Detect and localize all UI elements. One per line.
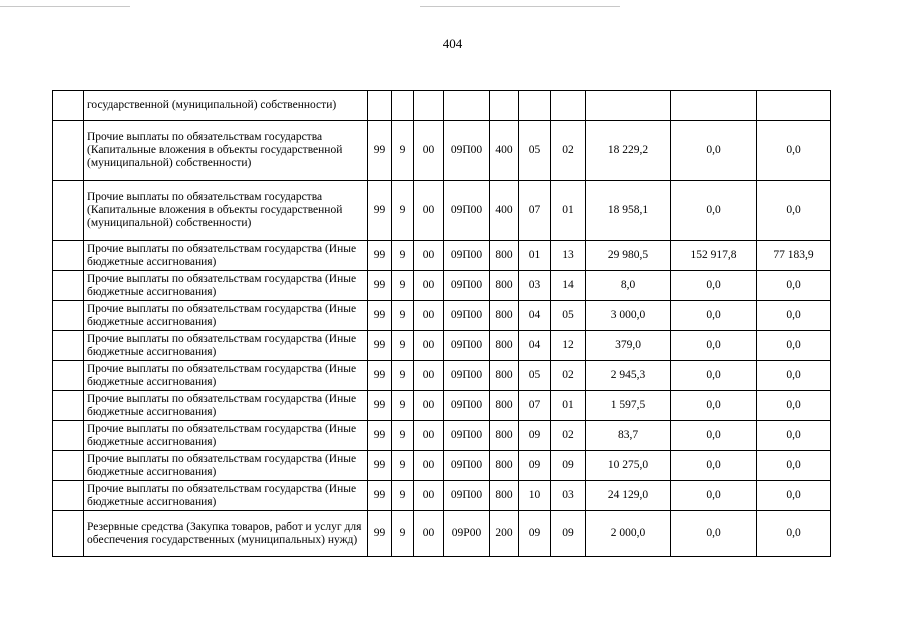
- direction-code-cell: 00: [414, 481, 444, 511]
- expense-name-cell: Прочие выплаты по обязательствам государства (Иные бюджетные ассигнования): [84, 361, 368, 391]
- row-number-cell: [53, 421, 84, 451]
- target-code-cell: 09П00: [444, 421, 490, 451]
- amount-year-3-cell: 0,0: [757, 481, 831, 511]
- expense-type-code-cell: 200: [490, 511, 519, 557]
- subsection-code-cell: 03: [551, 481, 586, 511]
- table-row: [53, 181, 831, 241]
- direction-code-cell: 00: [414, 361, 444, 391]
- subprogram-code-cell: 9: [392, 421, 414, 451]
- expense-type-code-cell: 800: [490, 301, 519, 331]
- program-code-cell: 99: [368, 511, 392, 557]
- target-code-cell: 09П00: [444, 241, 490, 271]
- amount-year-1-cell: 18 958,1: [586, 181, 671, 241]
- expense-name-cell: Прочие выплаты по обязательствам государства (Иные бюджетные ассигнования): [84, 301, 368, 331]
- amount-year-3-cell: 77 183,9: [757, 241, 831, 271]
- amount-year-3-cell: [757, 91, 831, 121]
- subsection-code-cell: 14: [551, 271, 586, 301]
- subsection-code-cell: 01: [551, 181, 586, 241]
- subsection-code-cell: 05: [551, 301, 586, 331]
- subprogram-code-cell: 9: [392, 481, 414, 511]
- row-number-cell: [53, 331, 84, 361]
- row-number-cell: [53, 391, 84, 421]
- row-number-cell: [53, 91, 84, 121]
- expense-name-cell: Прочие выплаты по обязательствам государства (Иные бюджетные ассигнования): [84, 241, 368, 271]
- section-code-cell: 09: [519, 511, 551, 557]
- page-number: 404: [442, 36, 463, 51]
- amount-year-1-cell: [586, 91, 671, 121]
- amount-year-3-cell: 0,0: [757, 181, 831, 241]
- expense-type-code-cell: 800: [490, 421, 519, 451]
- subsection-code-cell: 02: [551, 421, 586, 451]
- subprogram-code-cell: 9: [392, 361, 414, 391]
- expense-name-cell: Прочие выплаты по обязательствам государства (Иные бюджетные ассигнования): [84, 271, 368, 301]
- direction-code-cell: 00: [414, 271, 444, 301]
- section-code-cell: 04: [519, 331, 551, 361]
- program-code-cell: 99: [368, 121, 392, 181]
- subsection-code-cell: [551, 91, 586, 121]
- section-code-cell: 03: [519, 271, 551, 301]
- subprogram-code-cell: 9: [392, 451, 414, 481]
- direction-code-cell: [414, 91, 444, 121]
- row-number-cell: [53, 511, 84, 557]
- amount-year-2-cell: 0,0: [671, 301, 757, 331]
- program-code-cell: 99: [368, 421, 392, 451]
- section-code-cell: 05: [519, 121, 551, 181]
- subsection-code-cell: 02: [551, 121, 586, 181]
- subprogram-code-cell: 9: [392, 121, 414, 181]
- target-code-cell: 09П00: [444, 301, 490, 331]
- amount-year-2-cell: 0,0: [671, 421, 757, 451]
- target-code-cell: [444, 91, 490, 121]
- program-code-cell: 99: [368, 301, 392, 331]
- direction-code-cell: 00: [414, 331, 444, 361]
- expense-type-code-cell: 800: [490, 391, 519, 421]
- direction-code-cell: 00: [414, 181, 444, 241]
- target-code-cell: 09П00: [444, 121, 490, 181]
- amount-year-1-cell: 8,0: [586, 271, 671, 301]
- expense-name-cell: Резервные средства (Закупка товаров, работ и услуг для обеспечения государственных (муниципальных) нужд): [84, 511, 368, 557]
- expense-type-code-cell: [490, 91, 519, 121]
- subsection-code-cell: 02: [551, 361, 586, 391]
- target-code-cell: 09П00: [444, 391, 490, 421]
- row-number-cell: [53, 181, 84, 241]
- subprogram-code-cell: 9: [392, 391, 414, 421]
- amount-year-1-cell: 24 129,0: [586, 481, 671, 511]
- expense-type-code-cell: 800: [490, 241, 519, 271]
- amount-year-1-cell: 29 980,5: [586, 241, 671, 271]
- target-code-cell: 09П00: [444, 271, 490, 301]
- target-code-cell: 09П00: [444, 181, 490, 241]
- table-row: [53, 121, 831, 181]
- amount-year-1-cell: 83,7: [586, 421, 671, 451]
- target-code-cell: 09Р00: [444, 511, 490, 557]
- program-code-cell: 99: [368, 361, 392, 391]
- budget-table: [52, 90, 831, 557]
- program-code-cell: 99: [368, 271, 392, 301]
- amount-year-3-cell: 0,0: [757, 331, 831, 361]
- amount-year-1-cell: 10 275,0: [586, 451, 671, 481]
- program-code-cell: 99: [368, 181, 392, 241]
- program-code-cell: [368, 91, 392, 121]
- direction-code-cell: 00: [414, 241, 444, 271]
- direction-code-cell: 00: [414, 121, 444, 181]
- table-row: [53, 91, 831, 121]
- table-row: [53, 391, 831, 421]
- amount-year-3-cell: 0,0: [757, 301, 831, 331]
- amount-year-1-cell: 3 000,0: [586, 301, 671, 331]
- row-number-cell: [53, 361, 84, 391]
- amount-year-3-cell: 0,0: [757, 271, 831, 301]
- table-row: [53, 331, 831, 361]
- section-code-cell: 04: [519, 301, 551, 331]
- row-number-cell: [53, 481, 84, 511]
- table-row: [53, 301, 831, 331]
- direction-code-cell: 00: [414, 301, 444, 331]
- target-code-cell: 09П00: [444, 451, 490, 481]
- section-code-cell: 09: [519, 421, 551, 451]
- table-row: [53, 421, 831, 451]
- amount-year-1-cell: 2 000,0: [586, 511, 671, 557]
- expense-type-code-cell: 800: [490, 451, 519, 481]
- program-code-cell: 99: [368, 451, 392, 481]
- amount-year-2-cell: 0,0: [671, 481, 757, 511]
- expense-type-code-cell: 800: [490, 361, 519, 391]
- expense-name-cell: государственной (муниципальной) собственности): [84, 91, 368, 121]
- amount-year-1-cell: 379,0: [586, 331, 671, 361]
- amount-year-2-cell: 0,0: [671, 271, 757, 301]
- table-row: [53, 241, 831, 271]
- scan-artifact-line: [420, 6, 620, 7]
- subprogram-code-cell: 9: [392, 511, 414, 557]
- subsection-code-cell: 12: [551, 331, 586, 361]
- amount-year-3-cell: 0,0: [757, 511, 831, 557]
- section-code-cell: 10: [519, 481, 551, 511]
- direction-code-cell: 00: [414, 421, 444, 451]
- section-code-cell: 05: [519, 361, 551, 391]
- subprogram-code-cell: 9: [392, 301, 414, 331]
- expense-name-cell: Прочие выплаты по обязательствам государства (Иные бюджетные ассигнования): [84, 421, 368, 451]
- subsection-code-cell: 09: [551, 511, 586, 557]
- subsection-code-cell: 13: [551, 241, 586, 271]
- amount-year-1-cell: 2 945,3: [586, 361, 671, 391]
- program-code-cell: 99: [368, 391, 392, 421]
- row-number-cell: [53, 241, 84, 271]
- program-code-cell: 99: [368, 331, 392, 361]
- expense-type-code-cell: 800: [490, 481, 519, 511]
- amount-year-2-cell: 152 917,8: [671, 241, 757, 271]
- expense-name-cell: Прочие выплаты по обязательствам государства (Иные бюджетные ассигнования): [84, 451, 368, 481]
- table-body: [53, 91, 831, 557]
- table-row: [53, 451, 831, 481]
- row-number-cell: [53, 301, 84, 331]
- subprogram-code-cell: 9: [392, 181, 414, 241]
- direction-code-cell: 00: [414, 451, 444, 481]
- expense-name-cell: Прочие выплаты по обязательствам государства (Иные бюджетные ассигнования): [84, 391, 368, 421]
- amount-year-2-cell: 0,0: [671, 331, 757, 361]
- table-row: [53, 361, 831, 391]
- amount-year-2-cell: 0,0: [671, 361, 757, 391]
- amount-year-3-cell: 0,0: [757, 451, 831, 481]
- expense-type-code-cell: 400: [490, 181, 519, 241]
- amount-year-3-cell: 0,0: [757, 391, 831, 421]
- section-code-cell: 07: [519, 391, 551, 421]
- section-code-cell: 01: [519, 241, 551, 271]
- expense-type-code-cell: 800: [490, 271, 519, 301]
- amount-year-1-cell: 1 597,5: [586, 391, 671, 421]
- amount-year-3-cell: 0,0: [757, 121, 831, 181]
- amount-year-2-cell: 0,0: [671, 121, 757, 181]
- amount-year-3-cell: 0,0: [757, 421, 831, 451]
- program-code-cell: 99: [368, 481, 392, 511]
- amount-year-2-cell: 0,0: [671, 451, 757, 481]
- table-row: [53, 481, 831, 511]
- row-number-cell: [53, 451, 84, 481]
- row-number-cell: [53, 271, 84, 301]
- amount-year-1-cell: 18 229,2: [586, 121, 671, 181]
- amount-year-2-cell: [671, 91, 757, 121]
- section-code-cell: 09: [519, 451, 551, 481]
- scan-artifact-line: [0, 6, 130, 7]
- section-code-cell: [519, 91, 551, 121]
- expense-name-cell: Прочие выплаты по обязательствам государства (Иные бюджетные ассигнования): [84, 331, 368, 361]
- expense-name-cell: Прочие выплаты по обязательствам государства (Капитальные вложения в объекты государственной (муниципальной) собственности): [84, 121, 368, 181]
- amount-year-2-cell: 0,0: [671, 391, 757, 421]
- expense-type-code-cell: 800: [490, 331, 519, 361]
- target-code-cell: 09П00: [444, 331, 490, 361]
- amount-year-2-cell: 0,0: [671, 181, 757, 241]
- row-number-cell: [53, 121, 84, 181]
- program-code-cell: 99: [368, 241, 392, 271]
- section-code-cell: 07: [519, 181, 551, 241]
- subprogram-code-cell: [392, 91, 414, 121]
- subprogram-code-cell: 9: [392, 271, 414, 301]
- expense-type-code-cell: 400: [490, 121, 519, 181]
- subprogram-code-cell: 9: [392, 241, 414, 271]
- expense-name-cell: Прочие выплаты по обязательствам государства (Капитальные вложения в объекты государственной (муниципальной) собственности): [84, 181, 368, 241]
- amount-year-3-cell: 0,0: [757, 361, 831, 391]
- direction-code-cell: 00: [414, 391, 444, 421]
- subprogram-code-cell: 9: [392, 331, 414, 361]
- table-row: [53, 271, 831, 301]
- table-row: [53, 511, 831, 557]
- subsection-code-cell: 09: [551, 451, 586, 481]
- subsection-code-cell: 01: [551, 391, 586, 421]
- amount-year-2-cell: 0,0: [671, 511, 757, 557]
- expense-name-cell: Прочие выплаты по обязательствам государства (Иные бюджетные ассигнования): [84, 481, 368, 511]
- direction-code-cell: 00: [414, 511, 444, 557]
- target-code-cell: 09П00: [444, 361, 490, 391]
- target-code-cell: 09П00: [444, 481, 490, 511]
